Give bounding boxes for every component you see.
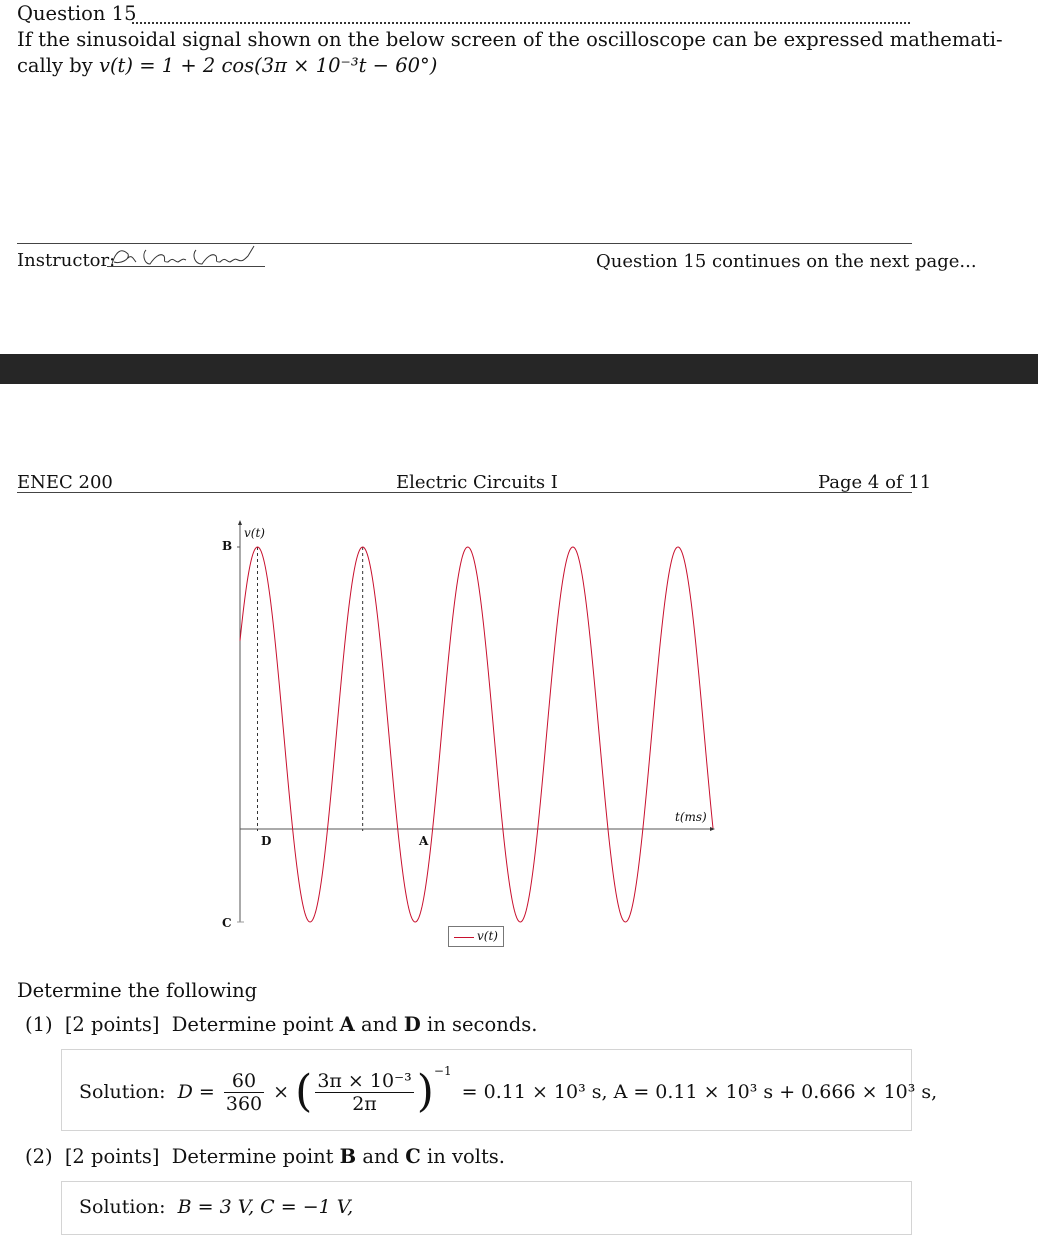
solution-1-times: × [273, 1081, 290, 1103]
item-2-points: [2 points] [64, 1145, 160, 1168]
solution-1-content [79, 1064, 937, 1115]
y-axis-label: v(t) [244, 526, 265, 540]
course-code: ENEC 200 [17, 472, 113, 493]
item-2-text: Determine point B and C in volts. [171, 1145, 505, 1168]
continues-note: Question 15 continues on the next page... [596, 251, 977, 272]
solution-box-1 [61, 1049, 938, 1131]
instructor-label: Instructor: [17, 250, 116, 271]
header-rule [17, 492, 912, 493]
page-break-band [0, 354, 1038, 384]
oscilloscope-plot [0, 500, 1038, 960]
plot-axes [237, 520, 715, 922]
solution-1-lhs: D = [177, 1081, 215, 1103]
point-label-d: D [261, 834, 272, 848]
point-label-b: B [222, 539, 233, 553]
solution-1-rparen: ) [416, 1066, 434, 1117]
item-2-number: (2) [25, 1145, 53, 1168]
question-dots-leader [132, 22, 910, 24]
plot-marks [258, 547, 363, 831]
point-label-a: A [419, 834, 429, 848]
solution-1-frac1: $\frac{60}{360}$ [225, 1069, 263, 1115]
solution-1-rhs: = 0.11 × 10³ s, A = 0.11 × 10³ s + 0.666 × 10³ s, [461, 1081, 938, 1103]
item-1-points: [2 points] [64, 1013, 160, 1036]
x-axis-label: t(ms) [675, 810, 707, 824]
question-formula: v(t) = 1 + 2 cos(3π × 10⁻³t − 60°) [98, 54, 438, 77]
determine-intro: Determine the following [17, 979, 258, 1002]
signature-underline [107, 266, 265, 267]
page-number: Page 4 of 11 [818, 472, 932, 493]
signal-curve [240, 547, 713, 922]
question-text-prefix: cally by [17, 54, 99, 77]
legend-label: v(t) [477, 929, 498, 943]
solution-1-lparen: ( [295, 1066, 313, 1117]
question-text-line2 [17, 54, 437, 77]
solution-1-frac2: $\frac{\text{3π × 10⁻³}}{2\pi}$ [317, 1069, 412, 1115]
solution-box-2 [61, 1181, 912, 1235]
legend-swatch [454, 937, 474, 938]
course-title: Electric Circuits I [396, 472, 558, 493]
point-label-c: C [222, 916, 232, 930]
solution-2-label: Solution: [79, 1196, 166, 1218]
plot-legend [448, 926, 504, 947]
solution-1-label: Solution: [79, 1081, 166, 1103]
item-1 [25, 1013, 537, 1036]
question-text-line1: If the sinusoidal signal shown on the below screen of the oscilloscope can be expressed mathemati- [17, 28, 1003, 51]
question-label: Question 15 [17, 2, 137, 25]
y-axis-arrow [238, 520, 242, 525]
item-1-text: Determine point A and D in seconds. [171, 1013, 538, 1036]
solution-2-content [79, 1196, 353, 1218]
solution-1-exponent: −1 [433, 1064, 452, 1078]
solution-2-text: B = 3 V, C = −1 V, [177, 1196, 354, 1218]
item-1-number: (1) [25, 1013, 53, 1036]
item-2 [25, 1145, 505, 1168]
